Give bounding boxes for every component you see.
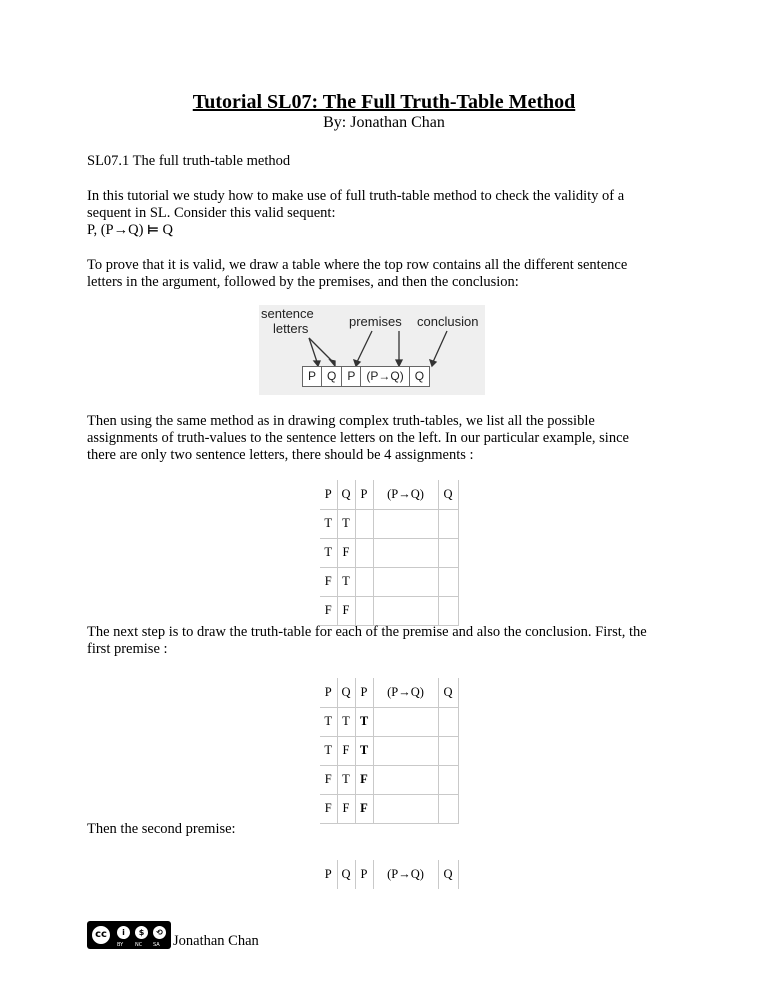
diagram-cell: Q bbox=[414, 369, 425, 383]
footer bbox=[87, 917, 259, 949]
badge-text: SA bbox=[153, 942, 160, 948]
badge-text: NC bbox=[135, 942, 143, 948]
cell: T bbox=[320, 509, 337, 538]
cell bbox=[373, 707, 438, 736]
diagram-cell: Q bbox=[322, 367, 342, 386]
header-cell: P bbox=[320, 480, 337, 509]
truth-table-assignments bbox=[320, 480, 459, 626]
sequent bbox=[87, 222, 687, 239]
table-header-row bbox=[320, 480, 458, 509]
header-cell: P bbox=[355, 678, 373, 707]
diagram-cell: P bbox=[303, 367, 322, 386]
truth-table-second-premise bbox=[320, 860, 459, 889]
para4-line-2: first premise : bbox=[87, 641, 168, 657]
document-title: Tutorial SL07: The Full Truth-Table Method bbox=[192, 91, 576, 113]
cell bbox=[438, 736, 458, 765]
table-header-row bbox=[320, 860, 458, 889]
cell bbox=[355, 509, 373, 538]
cell bbox=[438, 567, 458, 596]
diagram-header-row bbox=[302, 366, 430, 387]
badge-text: BY bbox=[117, 942, 124, 948]
cell: F bbox=[355, 794, 373, 823]
table-header-diagram bbox=[259, 305, 485, 395]
table-row bbox=[320, 596, 458, 625]
intro-line-2: sequent in SL. Consider this valid sequent: bbox=[87, 205, 336, 221]
para3-line-2: assignments of truth-values to the sentence letters on the left. In our particular example, since bbox=[87, 430, 629, 446]
header-cell: Q bbox=[337, 860, 355, 889]
cell bbox=[438, 707, 458, 736]
para3-line-3: there are only two sentence letters, there should be 4 assignments : bbox=[87, 447, 474, 463]
intro-paragraph bbox=[87, 188, 687, 239]
cell: F bbox=[337, 736, 355, 765]
diagram-cell: (P→Q) bbox=[361, 367, 409, 386]
cell bbox=[373, 567, 438, 596]
table-row bbox=[320, 567, 458, 596]
table-header-row bbox=[320, 678, 458, 707]
para4-line-1: The next step is to draw the truth-table for each of the premise and also the conclusion. First, the bbox=[87, 624, 647, 640]
cell bbox=[438, 509, 458, 538]
cell bbox=[355, 567, 373, 596]
cell bbox=[438, 538, 458, 567]
cc-icon: cc bbox=[90, 924, 112, 946]
cell bbox=[373, 736, 438, 765]
header-cell: (P→Q) bbox=[373, 860, 438, 889]
header-cell: P bbox=[320, 860, 337, 889]
header-cell: Q bbox=[337, 678, 355, 707]
table-row bbox=[320, 794, 458, 823]
header-cell: P bbox=[320, 678, 337, 707]
header-cell: Q bbox=[438, 678, 458, 707]
paragraph-3 bbox=[87, 413, 687, 464]
cell: F bbox=[320, 596, 337, 625]
cell: F bbox=[320, 567, 337, 596]
label-conclusion: conclusion bbox=[417, 314, 479, 329]
header-cell: (P→Q) bbox=[373, 678, 438, 707]
header-cell: Q bbox=[337, 480, 355, 509]
diagram-cell: P bbox=[342, 367, 361, 386]
table-row bbox=[320, 707, 458, 736]
cell bbox=[373, 538, 438, 567]
nc-icon: $ bbox=[133, 924, 150, 941]
paragraph-5: Then the second premise: bbox=[87, 821, 236, 837]
cell bbox=[373, 509, 438, 538]
cell bbox=[355, 538, 373, 567]
cell bbox=[438, 596, 458, 625]
cell: T bbox=[320, 538, 337, 567]
table-row bbox=[320, 765, 458, 794]
cell bbox=[373, 794, 438, 823]
cell: F bbox=[320, 794, 337, 823]
cell: T bbox=[337, 509, 355, 538]
paragraph-4 bbox=[87, 624, 687, 658]
by-icon: i bbox=[115, 924, 132, 941]
label-letters: letters bbox=[273, 321, 309, 336]
cell: T bbox=[320, 736, 337, 765]
header-cell: (P→Q) bbox=[373, 480, 438, 509]
cell: T bbox=[355, 707, 373, 736]
header-cell: Q bbox=[438, 480, 458, 509]
paragraph-2 bbox=[87, 257, 687, 291]
cell bbox=[355, 596, 373, 625]
creative-commons-license-icon bbox=[87, 921, 171, 949]
header-cell: Q bbox=[438, 860, 458, 889]
footer-author: Jonathan Chan bbox=[173, 933, 259, 949]
cell: F bbox=[337, 538, 355, 567]
cell: T bbox=[320, 707, 337, 736]
para2-line-2: letters in the argument, followed by the premises, and then the conclusion: bbox=[87, 274, 519, 290]
cell: F bbox=[337, 794, 355, 823]
cell: T bbox=[337, 765, 355, 794]
header-cell: P bbox=[355, 480, 373, 509]
cell: T bbox=[337, 567, 355, 596]
header-cell: P bbox=[355, 860, 373, 889]
label-sentence: sentence bbox=[261, 306, 314, 321]
sequent-premises: P, (P→Q) bbox=[87, 222, 144, 238]
cell bbox=[438, 794, 458, 823]
sa-icon: ⟲ bbox=[151, 924, 168, 941]
table-row bbox=[320, 736, 458, 765]
cell bbox=[373, 596, 438, 625]
section-heading: SL07.1 The full truth-table method bbox=[87, 153, 291, 169]
cell: T bbox=[337, 707, 355, 736]
para3-line-1: Then using the same method as in drawing complex truth-tables, we list all the possible bbox=[87, 413, 595, 429]
truth-table-first-premise bbox=[320, 678, 459, 824]
table-row bbox=[320, 538, 458, 567]
author-byline: By: Jonathan Chan bbox=[323, 114, 445, 131]
para2-line-1: To prove that it is valid, we draw a table where the top row contains all the different sentence bbox=[87, 257, 628, 273]
cell: T bbox=[355, 736, 373, 765]
cell bbox=[438, 765, 458, 794]
cell: F bbox=[337, 596, 355, 625]
sequent-conclusion: Q bbox=[162, 222, 174, 238]
cell: F bbox=[320, 765, 337, 794]
cell: F bbox=[355, 765, 373, 794]
table-row bbox=[320, 509, 458, 538]
cell bbox=[373, 765, 438, 794]
entailment-symbol: ⊨ bbox=[147, 223, 159, 238]
intro-line-1: In this tutorial we study how to make use of full truth-table method to check the validity of a bbox=[87, 188, 625, 204]
label-premises: premises bbox=[349, 314, 402, 329]
